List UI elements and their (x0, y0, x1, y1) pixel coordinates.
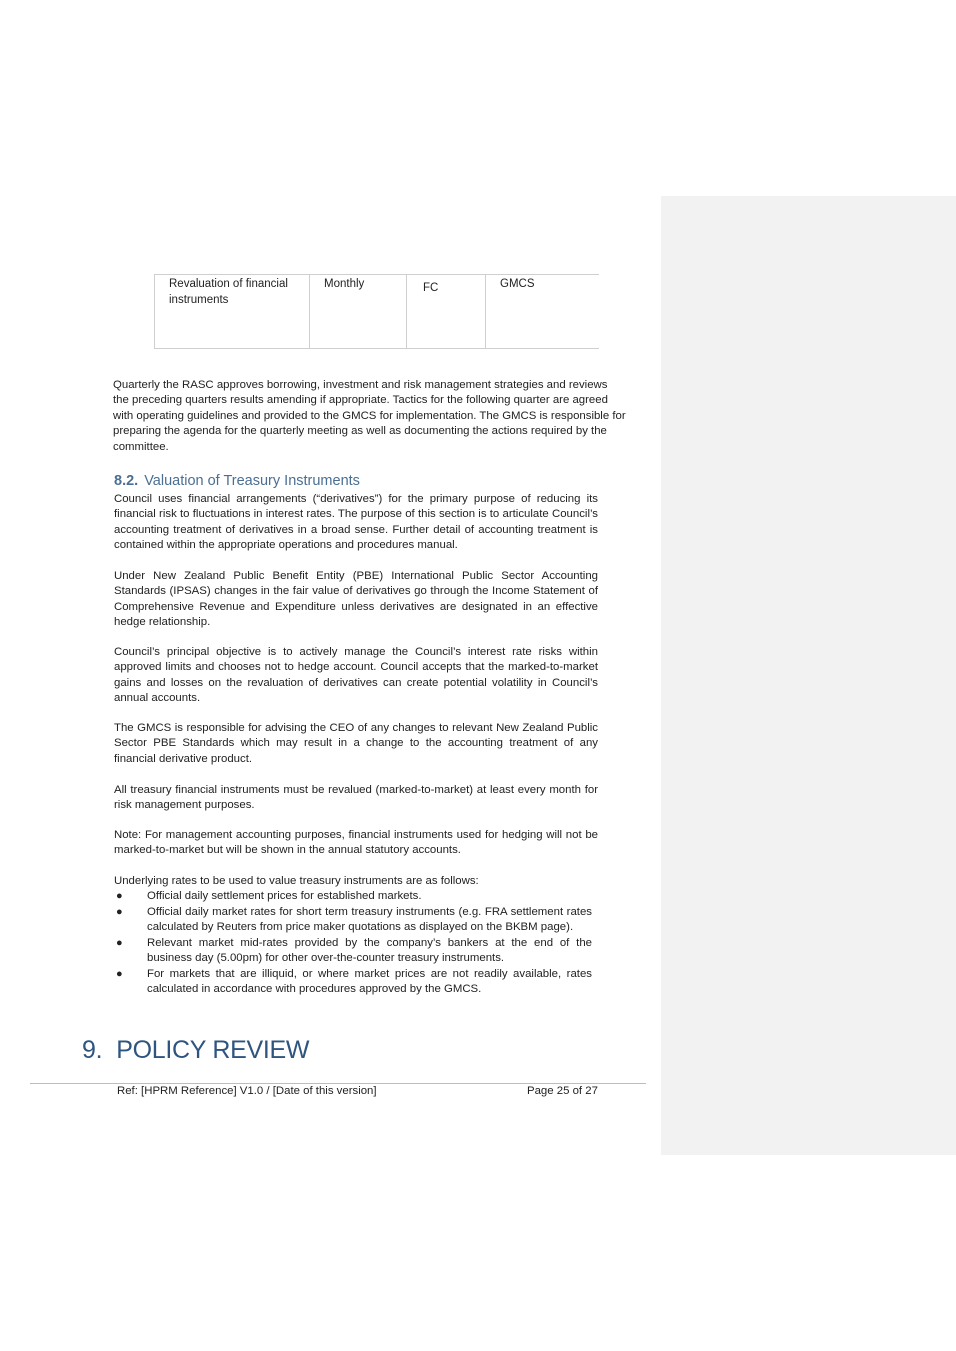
section-8-2-heading (114, 473, 360, 489)
table-cell-approved-by: GMCS (485, 275, 599, 348)
bullet-icon: ● (116, 890, 123, 902)
list-item: ● For markets that are illiquid, or where market prices are not readily available, rates calculated in accordance with procedures approved by the GMCS. (116, 967, 592, 995)
footer-reference: Ref: [HPRM Reference] V1.0 / [Date of this version] (117, 1085, 377, 1097)
paragraph-ipsas: Under New Zealand Public Benefit Entity (PBE) International Public Sector Accounting Standards (IPSAS) changes in the fair value of derivatives go through the Income Statement of Comprehensive Revenue and Expenditure unless derivatives are designated in an effective hedge relationship. (114, 570, 598, 629)
footer-divider (30, 1083, 646, 1084)
underlying-rates-list (114, 889, 592, 998)
paragraph-gmcs-responsibility: The GMCS is responsible for advising the CEO of any changes to relevant New Zealand Public Sector PBE Standards which may result in a change to the accounting treatment of any financial derivative product. (114, 722, 598, 765)
section-8-2-title: Valuation of Treasury Instruments (144, 473, 360, 489)
paragraph-principal-objective: Council’s principal objective is to actively manage the Council’s interest rate risks within approved limits and chooses not to hedge account. Council accepts that the marked-to-market gains and losses on the revaluation of derivatives can create potential volatility in Council’s annual accounts. (114, 646, 598, 705)
list-item: ● Official daily settlement prices for established markets. (114, 889, 592, 905)
responsibility-table-row (154, 274, 599, 349)
list-item: ● Relevant market mid-rates provided by the company’s bankers at the end of the business day (5.00pm) for other over-the-counter treasury instruments. (116, 936, 592, 964)
table-cell-frequency: Monthly (309, 275, 406, 348)
paragraph-revaluation: All treasury financial instruments must be revalued (marked-to-market) at least every month for risk management purposes. (114, 784, 598, 812)
table-cell-prepared-by: FC (406, 275, 485, 348)
section-9-title: POLICY REVIEW (116, 1036, 310, 1064)
paragraph-note: Note: For management accounting purposes, financial instruments used for hedging will not be marked-to-market but will be shown in the annual statutory accounts. (114, 829, 598, 857)
section-9-number: 9. (82, 1036, 103, 1064)
comment-margin-pane (661, 196, 956, 1155)
bullet-icon: ● (116, 905, 123, 918)
table-cell-activity: Revaluation of financial instruments (154, 275, 309, 348)
list-item: ● Official daily market rates for short term treasury instruments (e.g. FRA settlement rates calculated by Reuters from price maker quotations as displayed on the BKBM page). (116, 905, 592, 933)
bullet-icon: ● (116, 936, 123, 949)
footer-page-number: Page 25 of 27 (527, 1085, 598, 1097)
paragraph-underlying-rates: Underlying rates to be used to value treasury instruments are as follows: (114, 875, 479, 887)
bullet-icon: ● (116, 967, 123, 980)
paragraph-derivatives-purpose: Council uses financial arrangements (“derivatives”) for the primary purpose of reducing its financial risk to fluctuations in interest rates. The purpose of this section is to articulate Council’s accounting treatment of derivatives in a broad sense. Further detail of accounting treatment is contained within the appropriate operations and procedures manual. (114, 493, 598, 552)
section-8-2-number: 8.2. (114, 473, 139, 489)
intro-paragraph: Quarterly the RASC approves borrowing, investment and risk management strategies and reviews the preceding quarters results amending if appropriate. Tactics for the following quarter are agreed with operating guidelines and provided to the GMCS for implementation. The GMCS is responsible for preparing the agenda for the quarterly meeting as well as documenting the actions required by the committee. (113, 379, 626, 453)
section-9-heading (82, 1036, 309, 1065)
